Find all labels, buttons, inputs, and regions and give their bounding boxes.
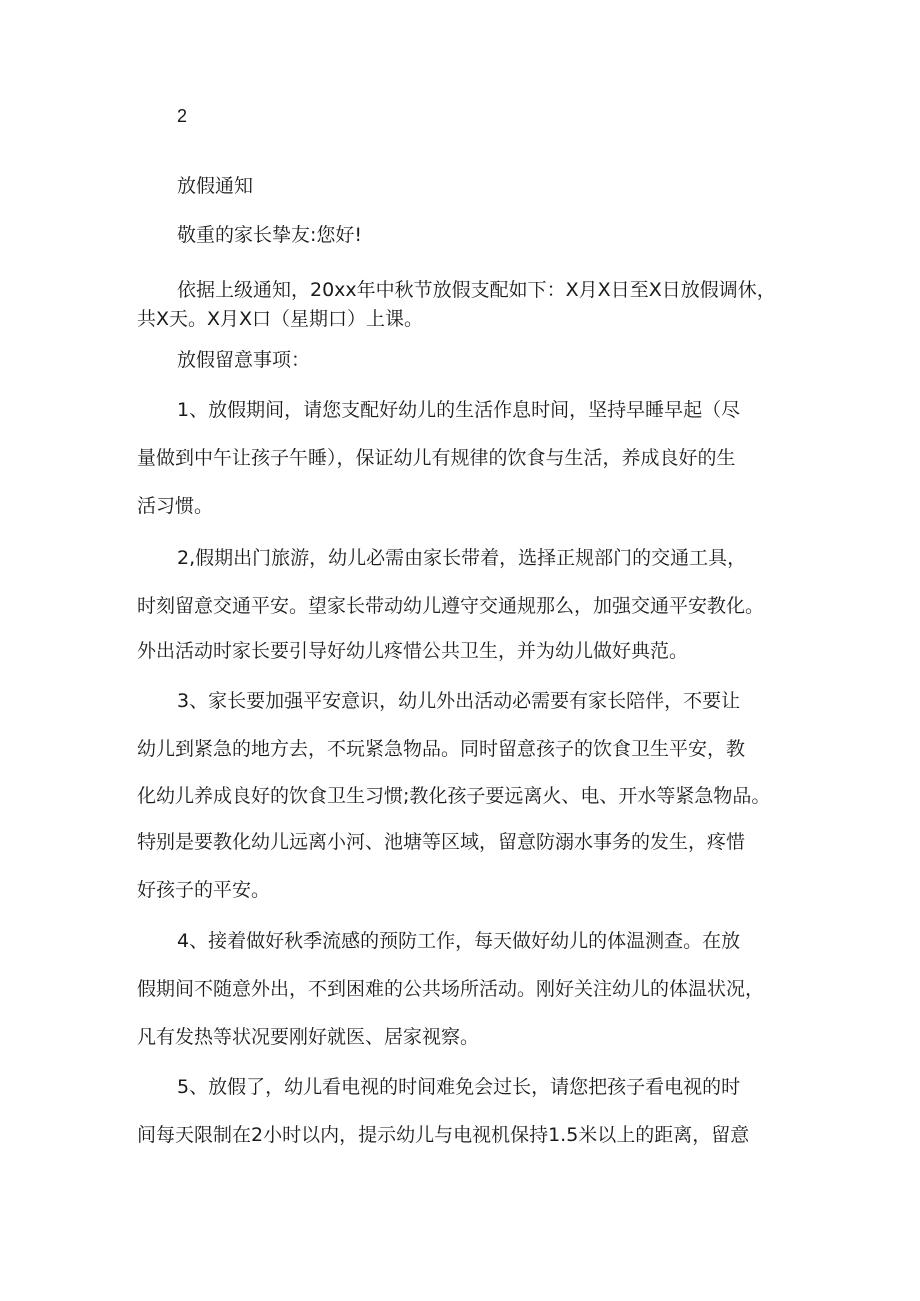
- item-5-line: 间每天限制在2小时以内，提示幼儿与电视机保持1.5米以上的距离，留意: [137, 1124, 750, 1146]
- page-number: 2: [177, 106, 188, 126]
- item-3-line: 3、家长要加强平安意识，幼儿外出活动必需要有家长陪伴，不要让: [177, 690, 741, 712]
- salutation: 敬重的家长挚友:您好!: [177, 224, 363, 246]
- item-2-line: 时刻留意交通平安。望家长带动幼儿遵守交通规那么，加强交通平安教化。: [137, 595, 765, 617]
- item-1-line: 活习惯。: [137, 495, 214, 517]
- item-1-line: 量做到中午让孩子午睡），保证幼儿有规律的饮食与生活，养成良好的生: [137, 447, 736, 469]
- item-3-line: 特别是要教化幼儿远离小河、池塘等区域，留意防溺水事务的发生，疼惜: [137, 831, 746, 853]
- item-4-line: 假期间不随意外出，不到困难的公共场所活动。刚好关注幼儿的体温状况，: [137, 978, 765, 1000]
- item-5-line: 5、放假了，幼儿看电视的时间难免会过长，请您把孩子看电视的时: [177, 1076, 741, 1098]
- item-2-line: 2,假期出门旅游，幼儿必需由家长带着，选择正规部门的交通工具，: [177, 547, 747, 569]
- item-1-line: 1、放假期间，请您支配好幼儿的生活作息时间，坚持早睡早起（尽: [177, 399, 741, 421]
- item-3-line: 好孩子的平安。: [137, 879, 271, 901]
- item-3-line: 化幼儿养成良好的饮食卫生习惯;教化孩子要远离火、电、开水等紧急物品。: [137, 785, 771, 807]
- item-4-line: 4、接着做好秋季流感的预防工作，每天做好幼儿的体温测查。在放: [177, 930, 741, 952]
- intro-line-1: 依据上级通知，20xx年中秋节放假支配如下：X月X日至X日放假调休，: [177, 279, 776, 301]
- item-2-line: 外出活动时家长要引导好幼儿疼惜公共卫生，并为幼儿做好典范。: [137, 640, 689, 662]
- item-3-line: 幼儿到紧急的地方去，不玩紧急物品。同时留意孩子的饮食卫生平安，教: [137, 738, 746, 760]
- notice-title: 放假通知: [177, 175, 254, 197]
- intro-line-2: 共X天。X月X口（星期口）上课。: [137, 308, 424, 330]
- notes-heading: 放假留意事项：: [177, 349, 311, 371]
- item-4-line: 凡有发热等状况要刚好就医、居家视察。: [137, 1026, 480, 1048]
